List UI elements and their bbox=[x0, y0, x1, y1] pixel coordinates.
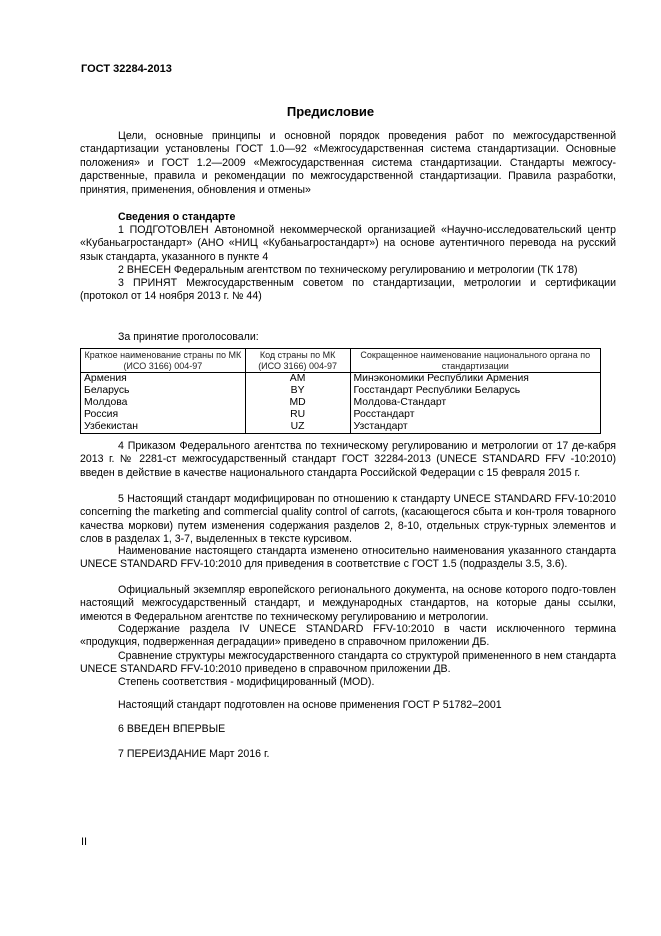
item-4-paragraph: 4 Приказом Федерального агентства по техническому регулированию и метрологии от 17 де-кабря 2013 г. № 2281-ст межгосударственный стандарт ГОСТ 32284-2013 (UNECE STANDARD FFV -10:2010) введен в действие в качестве национального стандарта Российской Федерации с 15 февраля 2015 г. bbox=[80, 440, 616, 479]
name-change-paragraph: Наименование настоящего стандарта изменено относительно наименования указанного стандарта UNECE STANDARD FFV-10:2010 для приведения в соответствие с ГОСТ 1.5 (подразделы 3.5, 3.6). bbox=[80, 545, 616, 571]
cell-body: Узстандарт bbox=[350, 421, 601, 434]
item-5-paragraph: 5 Настоящий стандарт модифицирован по отношению к стандарту UNECE STANDARD FFV-10:2010 concerning the marketing and commercial quality control of carrots, (касающегося сбыта и кон-троля товарного качества моркови) путем изменения содержания разделов 2, 8-10, отдельных струк-турных элементов и слов в разделах 1, 3-7, выделенных в тексте курсивом. bbox=[80, 493, 616, 546]
cell-code: MD bbox=[245, 397, 350, 409]
cell-body: Минэкономики Республики Армения bbox=[350, 373, 601, 386]
document-code: ГОСТ 32284-2013 bbox=[81, 63, 172, 75]
cell-code: AM bbox=[245, 373, 350, 386]
table-row bbox=[81, 373, 601, 386]
cell-body: Молдова-Стандарт bbox=[350, 397, 601, 409]
header-code: Код страны по МК (ИСО 3166) 004-97 bbox=[245, 349, 350, 373]
cell-code: RU bbox=[245, 409, 350, 421]
votes-table bbox=[80, 348, 601, 434]
cell-country: Армения bbox=[81, 373, 246, 386]
item-1-paragraph: 1 ПОДГОТОВЛЕН Автономной некоммерческой организацией «Научно-исследовательский центр «Кубаньагростандарт» (АНО «НИЦ «Кубаньагростандарт») на основе аутентичного перевода на русский язык стандарта, указанного в пункте 4 bbox=[80, 224, 616, 263]
conformity-paragraph: Степень соответствия - модифицированный (MOD). bbox=[118, 676, 375, 688]
page-title: Предисловие bbox=[286, 104, 375, 119]
table-row bbox=[81, 385, 601, 397]
official-copy-paragraph: Официальный экземпляр европейского регионального документа, на основе которого подго-товлен настоящий межгосударственный стандарт, и международных стандартов, на которые даны ссылки, имеются в Федеральном агентстве по техническому регулированию и метрологии. bbox=[80, 584, 616, 623]
about-heading: Сведения о стандарте bbox=[118, 211, 236, 223]
cell-country: Россия bbox=[81, 409, 246, 421]
page-number: II bbox=[81, 836, 88, 848]
item-7-paragraph: 7 ПЕРЕИЗДАНИЕ Март 2016 г. bbox=[118, 748, 270, 760]
cell-code: UZ bbox=[245, 421, 350, 434]
header-body: Сокращенное наименование национального органа по стандартизации bbox=[350, 349, 601, 373]
cell-code: BY bbox=[245, 385, 350, 397]
item-3-paragraph: 3 ПРИНЯТ Межгосударственным советом по стандартизации, метрологии и сертификации (протокол от 14 ноября 2013 г. № 44) bbox=[80, 277, 616, 303]
intro-paragraph: Цели, основные принципы и основной порядок проведения работ по межгосударственной стандартизации установлены ГОСТ 1.0—92 «Межгосударственная система стандартизации. Основные положения» и ГОСТ 1.2—2009 «Межгосударственная система стандартизации. Стандарты межгосу-дарственные, правила и рекомендации по межгосударственной стандартизации. Правила разработки, принятия, применения, обновления и отмены» bbox=[80, 130, 616, 196]
table-header-row bbox=[81, 349, 601, 373]
item-2-paragraph: 2 ВНЕСЕН Федеральным агентством по техническому регулированию и метрологии (ТК 178) bbox=[118, 264, 578, 276]
header-country: Краткое наименование страны по МК (ИСО 3166) 004-97 bbox=[81, 349, 246, 373]
cell-body: Госстандарт Республики Беларусь bbox=[350, 385, 601, 397]
voted-label: За принятие проголосовали: bbox=[118, 331, 259, 343]
section-iv-paragraph: Содержание раздела IV UNECE STANDARD FFV-10:2010 в части исключенного термина «продукция, подверженная деградации» приведено в справочном приложении ДБ. bbox=[80, 623, 616, 649]
comparison-paragraph: Сравнение структуры межгосударственного стандарта со структурой примененного в нем стандарта UNECE STANDARD FFV-10:2010 приведено в справочном приложении ДВ. bbox=[80, 650, 616, 676]
table-row bbox=[81, 409, 601, 421]
cell-country: Узбекистан bbox=[81, 421, 246, 434]
item-6-paragraph: 6 ВВЕДЕН ВПЕРВЫЕ bbox=[118, 723, 226, 735]
table-row bbox=[81, 421, 601, 434]
cell-country: Беларусь bbox=[81, 385, 246, 397]
cell-country: Молдова bbox=[81, 397, 246, 409]
prepared-paragraph: Настоящий стандарт подготовлен на основе применения ГОСТ Р 51782–2001 bbox=[118, 699, 502, 711]
cell-body: Росстандарт bbox=[350, 409, 601, 421]
table-row bbox=[81, 397, 601, 409]
